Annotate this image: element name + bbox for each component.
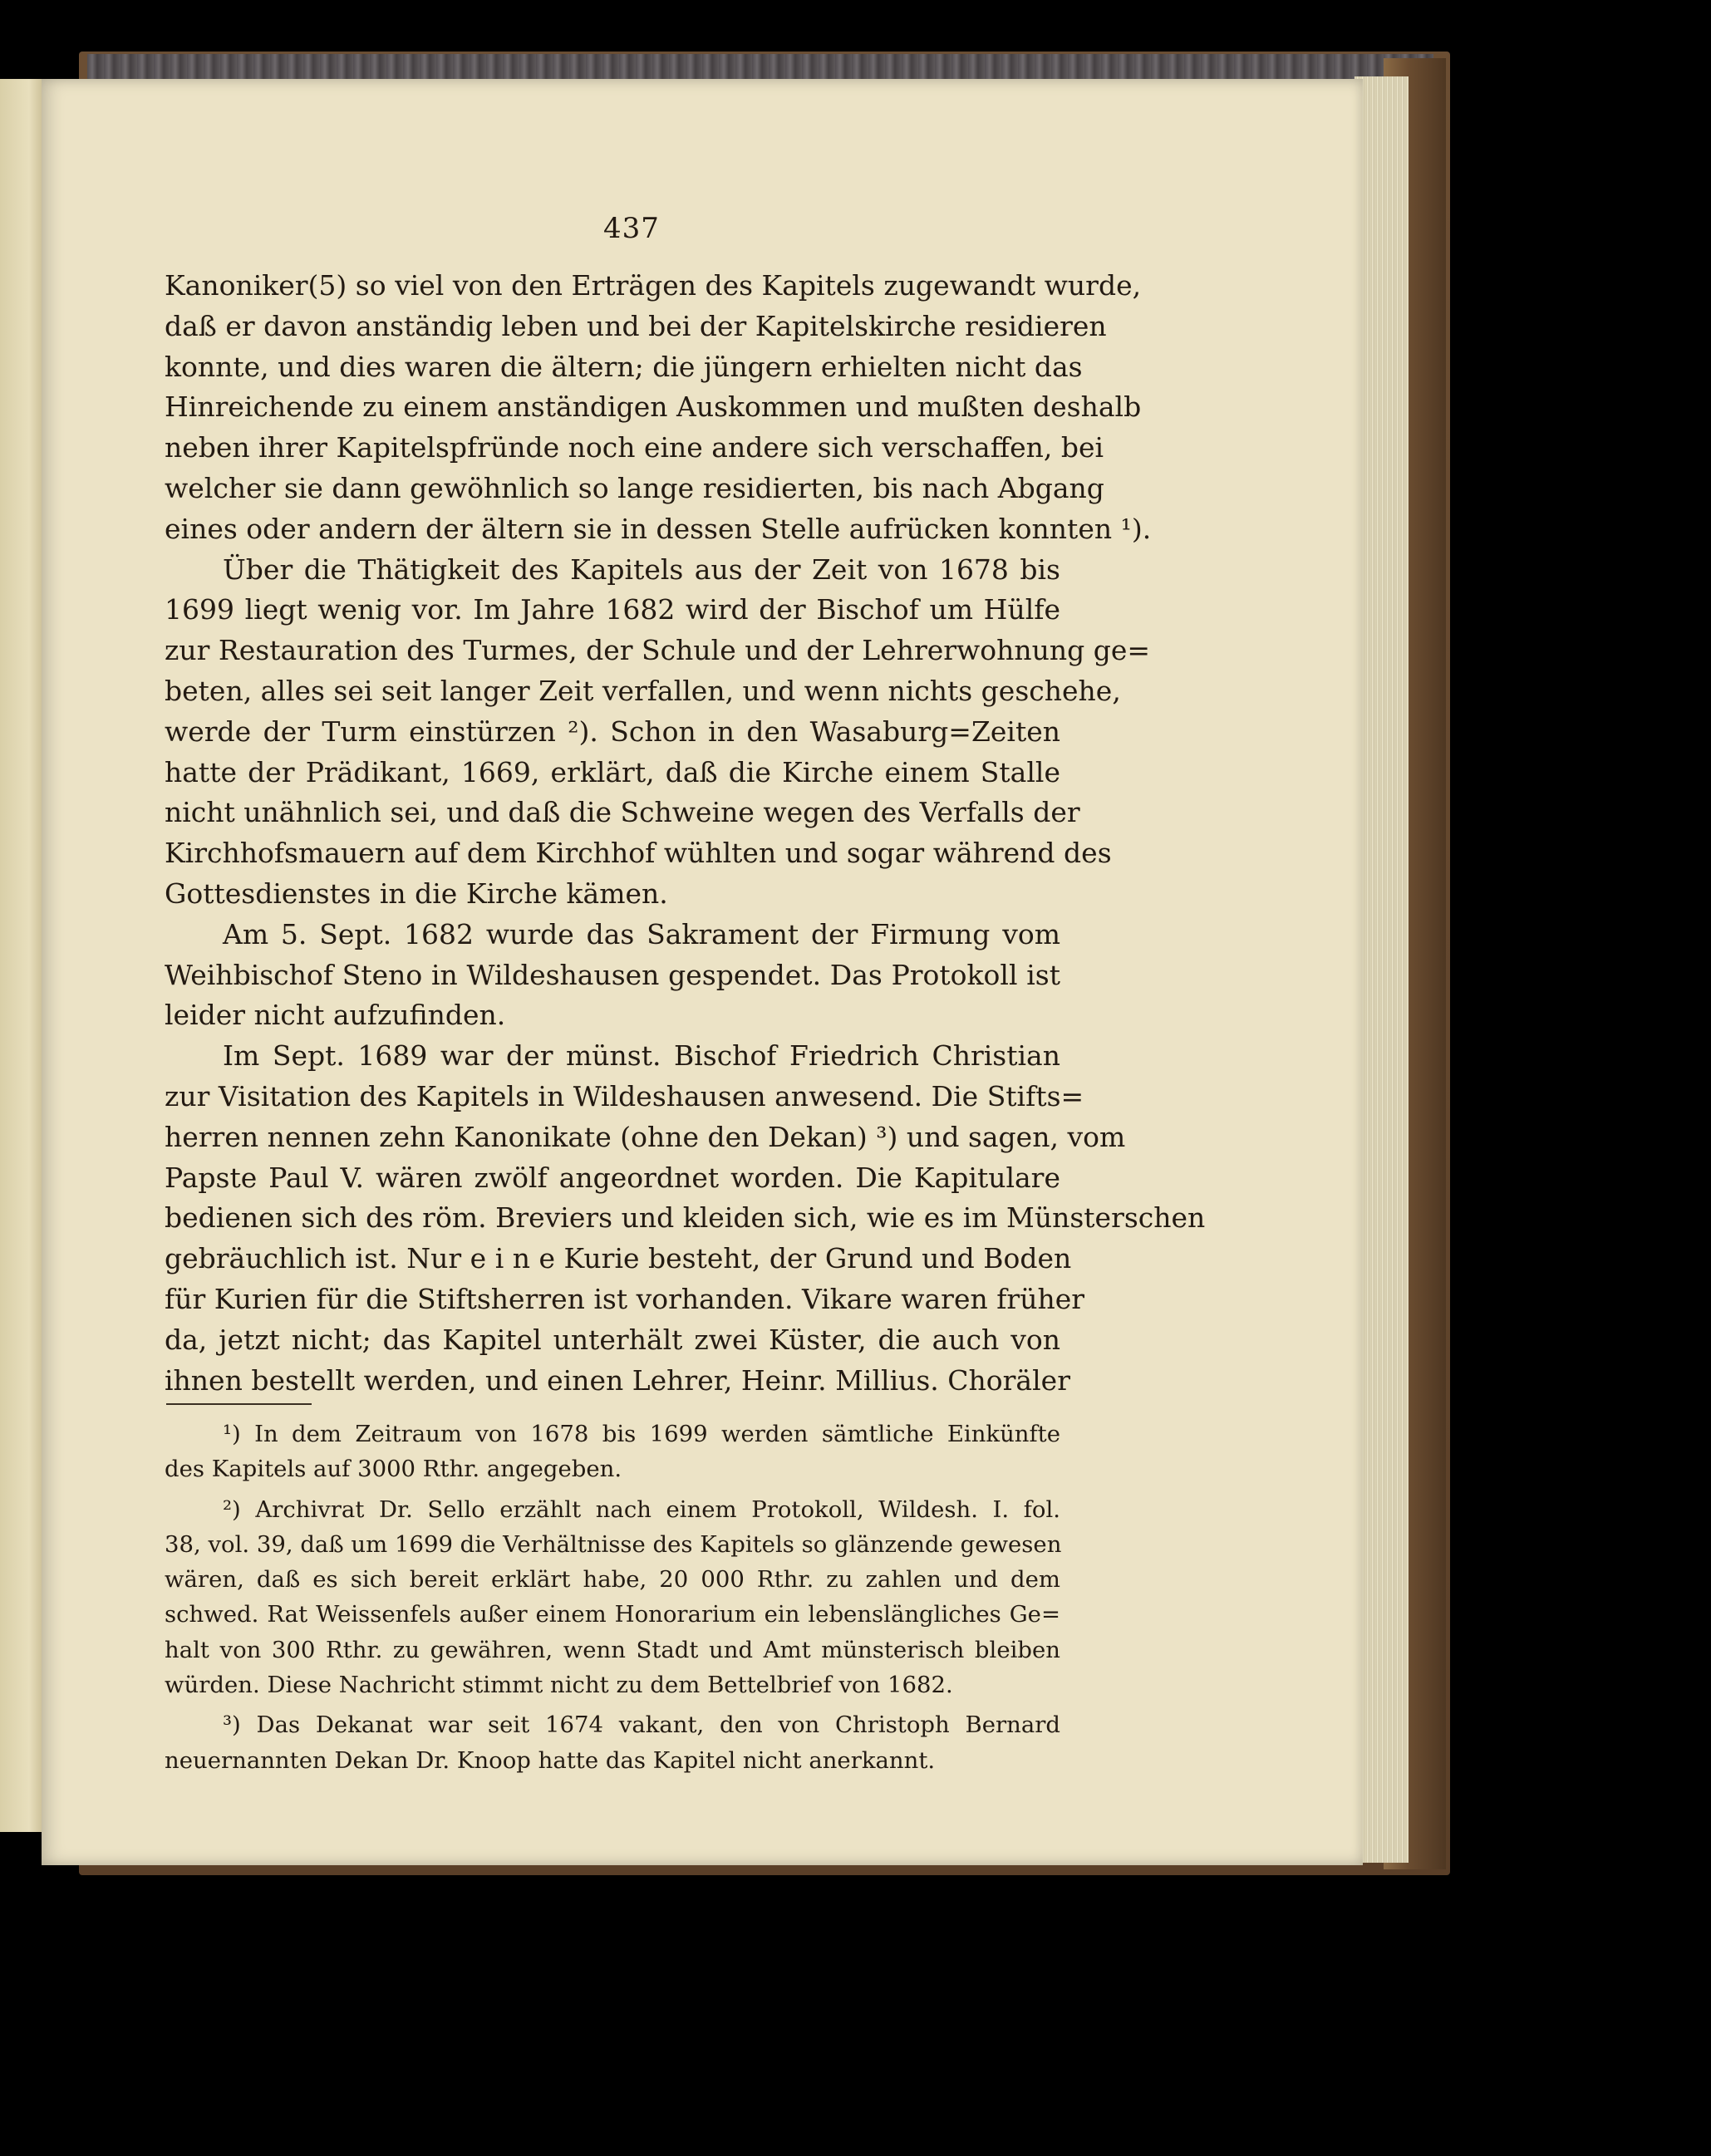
text-line: Am 5. Sept. 1682 wurde das Sakrament der Firmung vom — [223, 917, 1060, 950]
footnote-line: des Kapitels auf 3000 Rthr. angegeben. — [165, 1456, 622, 1483]
text-line: Kanoniker(5) so viel von den Erträgen des Kapitels zugewandt wurde, — [165, 269, 1142, 302]
text-line: da, jetzt nicht; das Kapitel unterhält zwei Küster, die auch von — [165, 1323, 1060, 1356]
text-line: für Kurien für die Stiftsherren ist vorhanden. Vikare waren früher — [165, 1282, 1085, 1315]
text-line: hatte der Prädikant, 1669, erklärt, daß die Kirche einem Stalle — [165, 755, 1060, 788]
footnote-line: neuernannten Dekan Dr. Knoop hatte das Kapitel nicht anerkannt. — [165, 1746, 936, 1774]
footnote-line: schwed. Rat Weissenfels außer einem Honorarium ein lebenslängliches Ge= — [165, 1601, 1060, 1628]
text-line: beten, alles sei seit langer Zeit verfallen, und wenn nichts geschehe, — [165, 674, 1121, 707]
paragraph — [165, 915, 1060, 1036]
text-line: zur Visitation des Kapitels in Wildeshausen anwesend. Die Stifts= — [165, 1079, 1084, 1112]
text-line: Über die Thätigkeit des Kapitels aus der Zeit von 1678 bis — [223, 553, 1060, 586]
text-line: konnte, und dies waren die ältern; die jüngern erhielten nicht das — [165, 350, 1083, 383]
text-line: 1699 liegt wenig vor. Im Jahre 1682 wird der Bischof um Hülfe — [165, 593, 1060, 626]
text-line: Im Sept. 1689 war der münst. Bischof Friedrich Christian — [223, 1039, 1060, 1073]
text-line: gebräuchlich ist. Nur e i n e Kurie besteht, der Grund und Boden — [165, 1242, 1072, 1275]
footnote — [165, 1492, 1060, 1703]
footnote — [165, 1417, 1060, 1487]
paragraph — [165, 1036, 1206, 1401]
footnote-line: ¹) In dem Zeitraum von 1678 bis 1699 werden sämtliche Einkünfte — [223, 1421, 1060, 1447]
text-line: leider nicht aufzufinden. — [165, 999, 506, 1032]
footnotes — [165, 1417, 1060, 1778]
text-line: eines oder andern der ältern sie in dessen Stelle aufrücken konnten ¹). — [165, 512, 1152, 545]
footnote-divider — [166, 1403, 312, 1405]
text-line: werde der Turm einstürzen ²). Schon in den Wasaburg=Zeiten — [165, 715, 1060, 748]
footnote-line: ³) Das Dekanat war seit 1674 vakant, den von Christoph Bernard — [223, 1712, 1060, 1739]
text-line: Weihbischof Steno in Wildeshausen gespendet. Das Protokoll ist — [165, 958, 1060, 991]
text-line: herren nennen zehn Kanonikate (ohne den Dekan) ³) und sagen, vom — [165, 1120, 1126, 1153]
footnote-line: 38, vol. 39, daß um 1699 die Verhältnisse des Kapitels so glänzende gewesen — [165, 1530, 1062, 1558]
text-line: Hinreichende zu einem anständigen Auskommen und mußten deshalb — [165, 390, 1142, 424]
footnote-line: halt von 300 Rthr. zu gewähren, wenn Stadt und Amt münsterisch bleiben — [165, 1636, 1060, 1663]
text-line: neben ihrer Kapitelspfründe noch eine andere sich verschaffen, bei — [165, 431, 1104, 464]
text-line: Papste Paul V. wären zwölf angeordnet worden. Die Kapitulare — [165, 1161, 1060, 1194]
text-line: nicht unähnlich sei, und daß die Schweine wegen des Verfalls der — [165, 796, 1080, 829]
page-number: 437 — [603, 212, 660, 245]
text-line: bedienen sich des röm. Breviers und kleiden sich, wie es im Münsterschen — [165, 1201, 1206, 1235]
previous-page-sliver — [0, 79, 42, 1832]
paragraph — [165, 266, 1152, 550]
footnote-line: ²) Archivrat Dr. Sello erzählt nach einem Protokoll, Wildesh. I. fol. — [223, 1495, 1060, 1523]
body-text — [165, 266, 1206, 1401]
text-line: ihnen bestellt werden, und einen Lehrer, Heinr. Millius. Choräler — [165, 1363, 1070, 1397]
text-line: Gottesdienstes in die Kirche kämen. — [165, 877, 668, 910]
text-line: welcher sie dann gewöhnlich so lange residierten, bis nach Abgang — [165, 471, 1104, 504]
cover-top-edge — [87, 54, 1433, 79]
footnote-line: würden. Diese Nachricht stimmt nicht zu dem Bettelbrief von 1682. — [165, 1672, 953, 1699]
footnote-line: wären, daß es sich bereit erklärt habe, 20 000 Rthr. zu zahlen und dem — [165, 1566, 1060, 1594]
text-line: zur Restauration des Turmes, der Schule und der Lehrerwohnung ge= — [165, 634, 1151, 667]
text-line: daß er davon anständig leben und bei der Kapitelskirche residieren — [165, 309, 1107, 342]
paragraph — [165, 550, 1151, 915]
text-line: Kirchhofsmauern auf dem Kirchhof wühlten und sogar während des — [165, 837, 1112, 870]
footnote — [165, 1707, 1060, 1778]
